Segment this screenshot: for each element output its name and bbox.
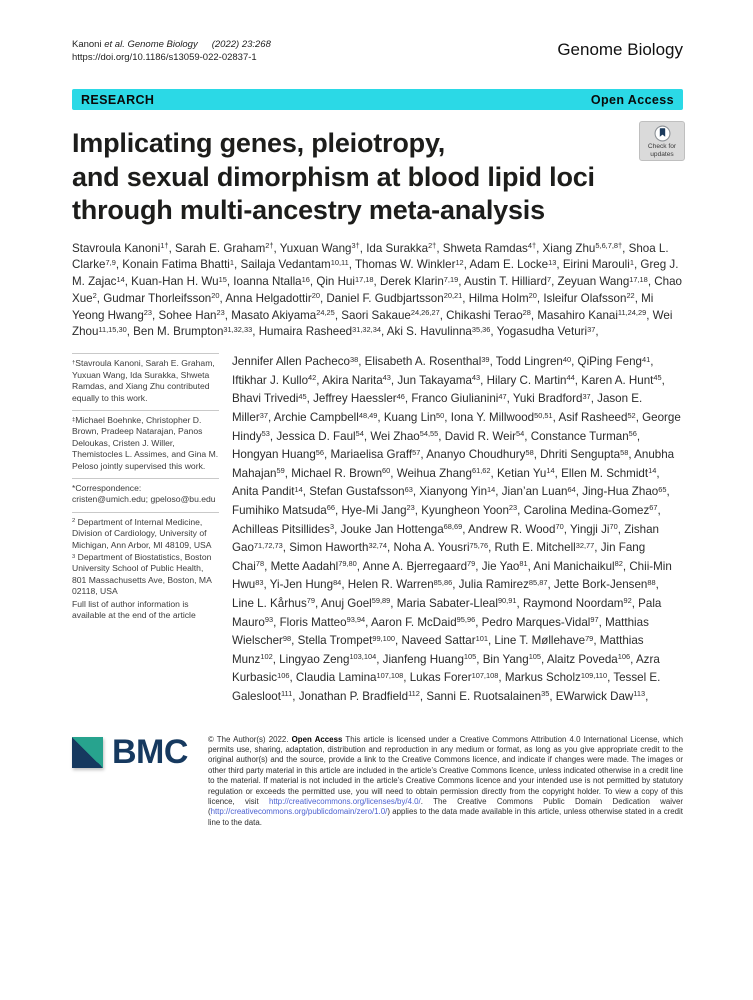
author-name: Iftikhar J. Kullo$^{42}$, bbox=[232, 373, 323, 387]
citation-volume: (2022) 23:268 bbox=[211, 39, 271, 50]
author-name: Chii-Min Hwu$^{83}$, bbox=[232, 559, 672, 592]
author-name: Jing-Hua Zhao$^{65}$, bbox=[582, 484, 670, 499]
author-name: Andrew R. Wood$^{70}$, bbox=[468, 522, 570, 536]
author-name: Derek Klarin$^{7,19}$, bbox=[380, 274, 465, 289]
author-name: Mi Yeong Hwang$^{23}$, bbox=[72, 291, 654, 322]
author-name: Xiang Zhu$^{5,6,7,8\dagger}$, bbox=[542, 240, 629, 255]
open-access-label: Open Access bbox=[590, 92, 674, 107]
author-name: Helen R. Warren$^{85,86}$, bbox=[347, 577, 459, 592]
bmc-logo-icon bbox=[72, 737, 103, 768]
author-name: Ananyo Choudhury$^{58}$, bbox=[426, 447, 541, 462]
author-name: Shweta Ramdas$^{4\dagger}$, bbox=[442, 240, 543, 255]
author-name: Jonathan P. Bradfield$^{112}$, bbox=[298, 689, 427, 703]
author-name: Hilma Holm$^{20}$, bbox=[468, 291, 544, 305]
author-name: Ani Manichaikul$^{82}$, bbox=[533, 559, 630, 573]
author-name: Ruth E. Mitchell$^{32,77}$, bbox=[494, 540, 601, 555]
author-name: Thomas W. Winkler$^{12}$, bbox=[354, 257, 470, 272]
crossmark-icon bbox=[654, 125, 671, 142]
author-name: Michael R. Brown$^{60}$, bbox=[291, 466, 397, 480]
author-name: Chao Xue$^2$, bbox=[72, 275, 682, 305]
license-text bbox=[208, 735, 683, 829]
author-name: Ben M. Brumpton$^{31,32,33}$, bbox=[133, 324, 259, 339]
author-name: Todd Lingren$^{40}$, bbox=[495, 354, 578, 369]
author-name: Jeffrey Haessler$^{46}$, bbox=[313, 391, 412, 406]
author-name: David R. Weir$^{54}$, bbox=[444, 429, 531, 443]
title-line-3: through multi-ancestry meta-analysis bbox=[72, 195, 545, 225]
author-name: Daniel F. Gudbjartsson$^{20,21}$, bbox=[326, 291, 469, 305]
author-name: Chikashi Terao$^{28}$, bbox=[446, 308, 538, 322]
author-name: Eirini Marouli$^1$, bbox=[562, 257, 641, 272]
author-name: Lukas Forer$^{107,108}$, bbox=[409, 670, 505, 685]
sidebar-note bbox=[72, 478, 219, 506]
author-list-continued bbox=[232, 353, 683, 706]
author-name: Carolina Medina-Gomez$^{67}$, bbox=[523, 503, 661, 518]
journal-name: Genome Biology bbox=[557, 40, 683, 59]
author-name: Akira Narita$^{43}$, bbox=[322, 373, 398, 387]
author-name: Jouke Jan Hottenga$^{68,69}$, bbox=[340, 522, 469, 536]
author-name: Iona Y. Millwood$^{50,51}$, bbox=[450, 410, 559, 425]
author-name: Julia Ramirez$^{85,87}$, bbox=[458, 577, 554, 592]
author-name: Kyungheon Yoon$^{23}$, bbox=[421, 503, 524, 518]
sidebar-note-line: ‡Michael Boehnke, Christopher D. Brown, Pradeep Natarajan, Panos Deloukas, Cristen J. Willer, Themistocles L. Assimes, and Gina M. Peloso jointly supervised this work. bbox=[72, 414, 219, 471]
author-name: Anne A. Bjerregaard$^{79}$, bbox=[362, 559, 482, 573]
author-name: Pedro Marques-Vidal$^{97}$, bbox=[481, 615, 606, 629]
author-name: Humaira Rasheed$^{31,32,34}$, bbox=[258, 324, 387, 339]
author-name: Raymond Noordam$^{92}$, bbox=[522, 596, 639, 610]
author-name: Anuj Goel$^{59,89}$, bbox=[320, 596, 397, 610]
author-name: Ida Surakka$^{2\dagger}$, bbox=[366, 240, 443, 255]
sidebar-note-line: $^2$ Department of Internal Medicine, Division of Cardiology, University of Michigan, Ann Arbor, MI 48109, USA bbox=[72, 516, 212, 550]
open-access-bold: Open Access bbox=[291, 734, 343, 744]
title-line-1: Implicating genes, pleiotropy, bbox=[72, 128, 446, 158]
author-name: Jennifer Allen Pacheco$^{38}$, bbox=[232, 354, 365, 369]
author-name: Karen A. Hunt$^{45}$, bbox=[581, 373, 665, 387]
license-body-3: ) applies to the data made available in this article, unless otherwise stated in a credit line to the data. bbox=[207, 807, 683, 827]
author-name: Line T. Møllehave$^{79}$, bbox=[494, 633, 600, 648]
author-name: Gudmar Thorleifsson$^{20}$, bbox=[103, 291, 226, 305]
citation-block bbox=[72, 38, 271, 64]
sidebar-note bbox=[72, 353, 219, 404]
author-name: Noha A. Yousri$^{75,76}$, bbox=[393, 540, 495, 555]
bmc-logo-text: BMC bbox=[112, 732, 188, 771]
license-body-1: This article is licensed under a Creative Commons Attribution 4.0 International License, which permits use, sharing, adaptation, distribution and reproduction in any medium or format, as long as you give appropriate credit to the original author(s) and the source, provide a link to the Creative Commons licence, and indicate if changes were made. The images or other third party material in this article are included in the article’s Creative Commons licence, unless indicated otherwise in a credit line to the material. If material is not included in the article’s Creative Commons licence and your intended use is not permitted by statutory regulation or exceeds the permitted use, you will need to obtain permission directly from the copyright holder. To view a copy of this licence, visit bbox=[207, 734, 683, 806]
author-name: Jianfeng Huang$^{105}$, bbox=[382, 652, 483, 666]
author-name: George Hindy$^{53}$, bbox=[232, 411, 681, 443]
author-name: Yingji Ji$^{70}$, bbox=[569, 522, 625, 536]
author-name: Claudia Lamina$^{107,108}$, bbox=[295, 670, 410, 685]
author-name: Qin Hui$^{17,18}$, bbox=[316, 274, 380, 289]
cc-by-license-link[interactable]: http://creativecommons.org/licenses/by/4.0/ bbox=[269, 797, 421, 806]
citation-line bbox=[72, 38, 271, 51]
author-name: Saori Sakaue$^{24,26,27}$, bbox=[341, 308, 447, 322]
author-name: Kuan-Han H. Wu$^{15}$, bbox=[131, 274, 234, 289]
author-name: Constance Turman$^{56}$, bbox=[530, 429, 641, 443]
author-name: Jian’an Luan$^{64}$, bbox=[501, 484, 583, 499]
author-name: Jun Takayama$^{43}$, bbox=[397, 373, 487, 387]
author-name: Aaron F. McDaid$^{95,96}$, bbox=[370, 615, 482, 629]
author-name: Anubha Mahajan$^{59}$, bbox=[232, 448, 675, 480]
author-name: Matthias Munz$^{102}$, bbox=[232, 634, 644, 666]
author-name: Anna Helgadottir$^{20}$, bbox=[225, 291, 327, 305]
author-name: Isleifur Olafsson$^{22}$, bbox=[543, 291, 642, 305]
author-name: Tessel E. Galesloot$^{111}$, bbox=[232, 671, 661, 703]
sidebar-note-line: $^3$ Department of Biostatistics, Boston University School of Public Health, 801 Massachusetts Ave, Boston, MA 02118, USA bbox=[72, 551, 212, 597]
two-column-area bbox=[72, 353, 683, 706]
author-name: Jason E. Miller$^{37}$, bbox=[232, 392, 643, 425]
author-name: Weihua Zhang$^{61,62}$, bbox=[396, 466, 497, 480]
sidebar-note bbox=[72, 512, 219, 622]
author-name: Stella Trompet$^{99,100}$, bbox=[297, 633, 402, 648]
sidebar-note-line: †Stavroula Kanoni, Sarah E. Graham, Yuxuan Wang, Ida Surakka, Shweta Ramdas, and Xiang Zhu contributed equally to this work. bbox=[72, 358, 215, 403]
author-name: Adam E. Locke$^{13}$, bbox=[469, 257, 563, 272]
title-row bbox=[72, 127, 683, 228]
article-title bbox=[72, 127, 683, 228]
author-name: Wei Zhao$^{54,55}$, bbox=[370, 429, 445, 443]
author-name: Yogasudha Veturi$^{37}$, bbox=[496, 324, 599, 339]
author-name: Jessica D. Faul$^{54}$, bbox=[276, 429, 371, 443]
author-name: Wei Zhou$^{11,15,30}$, bbox=[72, 308, 673, 339]
author-name: Mariaelisa Graff$^{57}$, bbox=[330, 447, 427, 462]
author-name: Masato Akiyama$^{24,25}$, bbox=[231, 308, 342, 322]
author-name: Ketian Yu$^{14}$, bbox=[496, 466, 562, 480]
author-name: Asif Rasheed$^{52}$, bbox=[558, 410, 643, 425]
author-name: Alaitz Poveda$^{106}$, bbox=[546, 652, 636, 666]
sidebar-note-line: *Correspondence: cristen@umich.edu; gpeloso@bu.edu bbox=[72, 482, 216, 505]
author-name: Pala Mauro$^{93}$, bbox=[232, 597, 662, 629]
citation-authors: Kanoni bbox=[72, 39, 105, 50]
author-name: Sohee Han$^{23}$, bbox=[158, 308, 232, 322]
author-name: Hilary C. Martin$^{44}$, bbox=[486, 373, 582, 387]
doi-link[interactable]: https://doi.org/10.1186/s13059-022-02837-1 bbox=[72, 52, 257, 63]
author-name: Naveed Sattar$^{101}$, bbox=[401, 633, 495, 648]
author-name: Mette Aadahl$^{79,80}$, bbox=[270, 559, 363, 573]
author-name: Azra Kurbasic$^{106}$, bbox=[232, 652, 660, 685]
author-name: Jie Yao$^{81}$, bbox=[481, 559, 534, 573]
author-name: Fumihiko Matsuda$^{66}$, bbox=[232, 503, 342, 518]
author-name: QiPing Feng$^{41}$, bbox=[577, 354, 654, 369]
author-name: Achilleas Pitsillides$^3$, bbox=[232, 522, 341, 536]
bmc-logo bbox=[72, 732, 188, 771]
sidebar-note-line: Full list of author information is available at the end of the article bbox=[72, 598, 196, 620]
author-name: Ellen M. Schmidt$^{14}$, bbox=[561, 466, 660, 480]
author-name: Greg J. M. Zajac$^{14}$, bbox=[72, 258, 679, 289]
author-name: Simon Haworth$^{32,74}$, bbox=[289, 540, 394, 555]
author-name: Jette Bork-Jensen$^{88}$, bbox=[553, 577, 659, 592]
author-name: Zeyuan Wang$^{17,18}$, bbox=[557, 274, 655, 289]
author-name: Jin Fang Chai$^{78}$, bbox=[232, 541, 646, 573]
author-name: Stefan Gustafsson$^{63}$, bbox=[309, 484, 420, 499]
author-name: Lingyao Zeng$^{103,104}$, bbox=[279, 652, 383, 666]
author-name: Markus Scholz$^{109,110}$, bbox=[504, 670, 614, 685]
sidebar-note bbox=[72, 410, 219, 472]
check-badge-label: Check for updates bbox=[647, 143, 677, 158]
author-name: Austin T. Hilliard$^7$, bbox=[464, 274, 558, 289]
article-type-banner bbox=[72, 89, 683, 110]
author-name: Line L. Kårhus$^{79}$, bbox=[232, 596, 321, 610]
author-name: Floris Matteo$^{93,94}$, bbox=[279, 615, 371, 629]
masthead bbox=[72, 38, 683, 64]
author-name: Yuxuan Wang$^{3\dagger}$, bbox=[279, 240, 367, 255]
author-name: Dhriti Sengupta$^{58}$, bbox=[540, 447, 635, 462]
author-name: Anita Pandit$^{14}$, bbox=[232, 484, 310, 499]
article-type-label: RESEARCH bbox=[81, 92, 155, 107]
author-name: Stavroula Kanoni$^{1\dagger}$, bbox=[72, 240, 176, 255]
author-name: Franco Giulianini$^{47}$, bbox=[411, 391, 513, 406]
publisher-footer bbox=[72, 732, 683, 829]
author-name: Elisabeth A. Rosenthal$^{39}$, bbox=[364, 354, 496, 369]
author-name: Bin Yang$^{105}$, bbox=[482, 652, 547, 666]
author-name: Yi-Jen Hung$^{84}$, bbox=[269, 577, 348, 592]
author-name: Yuki Bradford$^{37}$, bbox=[512, 391, 598, 406]
cc-zero-waiver-link[interactable]: http://creativecommons.org/publicdomain/zero/1.0/ bbox=[210, 807, 388, 817]
author-name: Xianyong Yin$^{14}$, bbox=[419, 484, 502, 499]
license-body-2: . The Creative Commons Public Domain Dedication waiver ( bbox=[207, 797, 683, 817]
check-for-updates-badge[interactable] bbox=[639, 121, 685, 161]
right-column bbox=[232, 353, 683, 706]
author-name: Aki S. Havulinna$^{35,36}$, bbox=[386, 324, 497, 339]
author-name: EWarwick Daw$^{113}$, bbox=[555, 689, 649, 703]
footnote-sidebar bbox=[72, 353, 219, 627]
author-name: Shoa L. Clarke$^{7,9}$, bbox=[72, 241, 669, 272]
author-name: Kuang Lin$^{50}$, bbox=[383, 410, 451, 425]
citation-journal: et al. Genome Biology bbox=[104, 39, 198, 50]
author-list-primary bbox=[72, 241, 683, 342]
title-line-2: and sexual dimorphism at blood lipid loci bbox=[72, 161, 595, 192]
author-name: Hongyan Huang$^{56}$, bbox=[232, 447, 331, 462]
author-name: Maria Sabater-Lleal$^{90,91}$, bbox=[396, 596, 523, 610]
author-name: Zishan Gao$^{71,72,73}$, bbox=[232, 522, 659, 555]
author-name: Sanni E. Ruotsalainen$^{35}$, bbox=[426, 689, 556, 703]
author-name: Konain Fatima Bhatti$^1$, bbox=[122, 257, 241, 272]
author-name: Bhavi Trivedi$^{45}$, bbox=[232, 391, 314, 406]
author-name: Sailaja Vedantam$^{10,11}$, bbox=[240, 257, 355, 272]
author-name: Matthias Wielscher$^{98}$, bbox=[232, 615, 649, 648]
author-name: Archie Campbell$^{48,49}$, bbox=[273, 410, 384, 425]
author-name: Ioanna Ntalla$^{16}$, bbox=[233, 274, 317, 289]
author-name: Sarah E. Graham$^{2\dagger}$, bbox=[175, 240, 280, 255]
author-name: Hye-Mi Jang$^{23}$, bbox=[341, 503, 422, 518]
copyright-notice: © The Author(s) 2022. bbox=[207, 734, 292, 744]
author-name: Masahiro Kanai$^{11,24,29}$, bbox=[537, 308, 653, 322]
